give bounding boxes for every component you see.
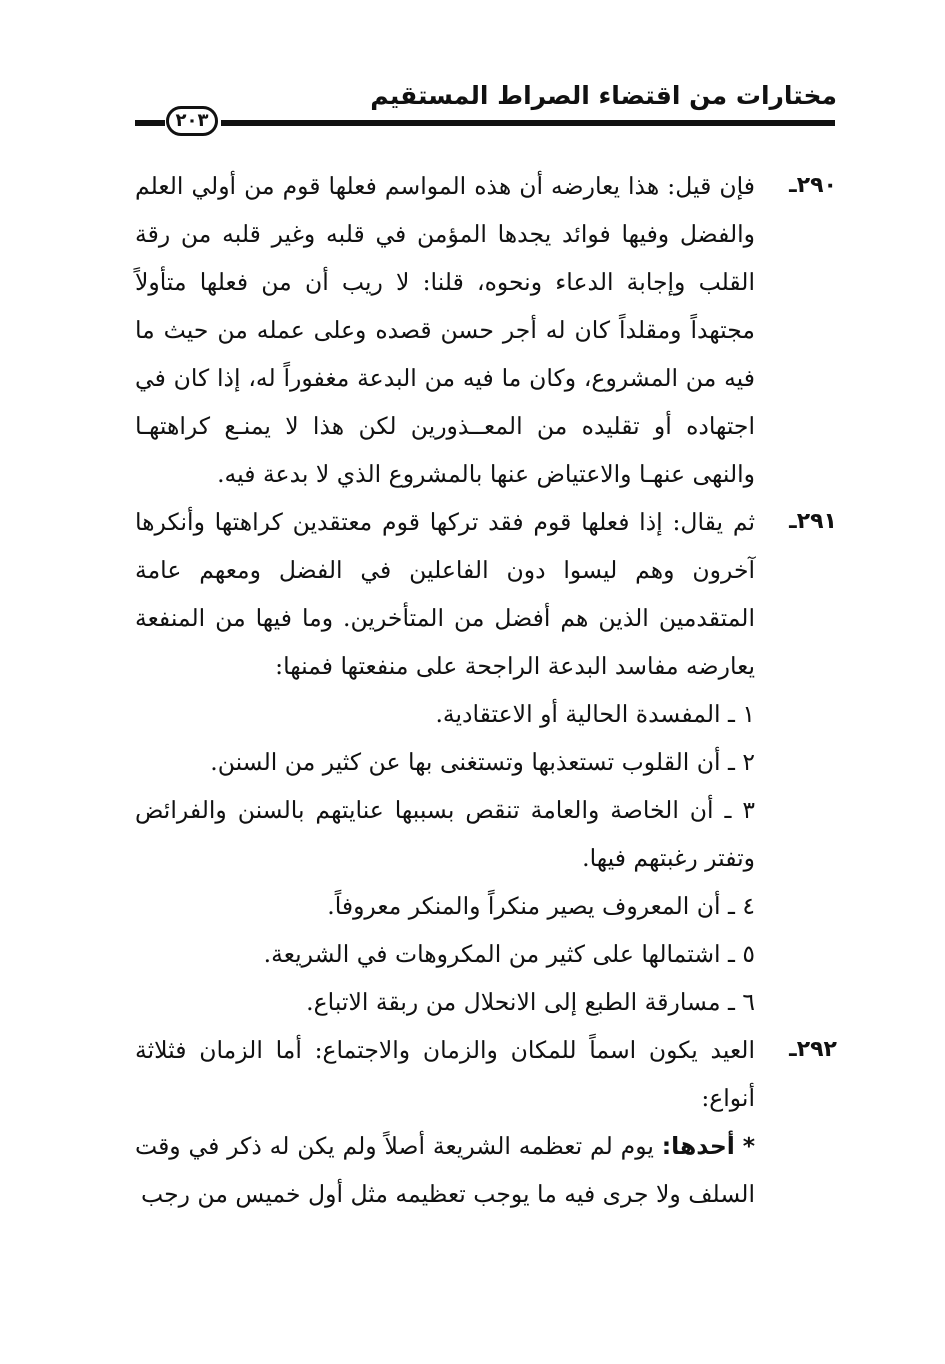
list-item-text: ـ المفسدة الحالية أو الاعتقادية. (435, 700, 735, 728)
paragraph-text: فإن قيل: هذا يعارضه أن هذه المواسم فعلها قوم من أولي العلم والفضل وفيها فوائد يجدها المؤمن في قلبه وغير قلبه من رقة القلب وإجابة الدعاء ونحوه، قلنا: لا ريب أن من فعلها متأولاً مجتهداً ومقلداً كان له أجر حسن قصده وعلى عمله من حيث ما فيه من المشروع، وكان ما فيه من البدعة مغفوراً له، إذا كان في اجتهاده أو تقليده من المعــذورين لكن هذا لا يمنـع كراهتهـا والنهى عنهـا والاعتياض عنها بالمشروع الذي لا بدعة فيه. (135, 172, 755, 488)
list-item (135, 786, 837, 882)
list-item-number: ٦ (742, 988, 755, 1016)
list-item-text: ـ أن القلوب تستعذبها وتستغنى بها عن كثير من السنن. (210, 748, 735, 776)
list-item (135, 738, 837, 786)
list-item-text: ـ أن الخاصة والعامة تنقص بسببها عنايتهم بالسنن والفرائض وتفتر رغبتهم فيها. (135, 796, 755, 872)
paragraph-number: ٢٩١ـ (789, 509, 837, 534)
list-item-text: ـ مسارقة الطبع إلى الانحلال من ربقة الاتباع. (306, 988, 735, 1016)
list-item (135, 690, 837, 738)
paragraph-text: العيد يكون اسماً للمكان والزمان والاجتماع: أما الزمان فثلاثة أنواع: (135, 1036, 755, 1112)
page-number: ٢٠٣ (166, 106, 218, 136)
page-body (135, 162, 837, 1218)
paragraph-number: ٢٩٢ـ (789, 1037, 837, 1062)
header-rule (221, 120, 835, 126)
sub-paragraph-lead: أحدها: (661, 1132, 735, 1160)
list-item (135, 882, 837, 930)
list-item (135, 978, 837, 1026)
header-rule-end (135, 120, 165, 126)
paragraph-text: ثم يقال: إذا فعلها قوم فقد تركها قوم معتقدين كراهتها وأنكرها آخرون وهم ليسوا دون الفاعلين في الفضل ومعهم عامة المتقدمين الذين هم أفضل من المتأخرين. وما فيها من المنفعة يعارضه مفاسد البدعة الراجحة على منفعتها فمنها: (135, 508, 755, 680)
list-item-text: ـ اشتمالها على كثير من المكروهات في الشريعة. (263, 940, 735, 968)
list-item-number: ٣ (742, 796, 755, 824)
sub-paragraph-text: يوم لم تعظمه الشريعة أصلاً ولم يكن له ذكر في وقت السلف ولا جرى فيه ما يوجب تعظيمه مثل أول خميس من رجب (135, 1132, 755, 1208)
paragraph-292 (135, 1026, 837, 1122)
list-item-number: ٢ (742, 748, 755, 776)
paragraph-number: ٢٩٠ـ (789, 173, 837, 198)
list-item-text: ـ أن المعروف يصير منكراً والمنكر معروفاً. (327, 892, 735, 920)
paragraph-290 (135, 162, 837, 498)
list-item-number: ١ (742, 700, 755, 728)
running-header-title: مختارات من اقتضاء الصراط المستقيم (370, 81, 837, 110)
list-item (135, 930, 837, 978)
paragraph-291 (135, 498, 837, 690)
list-item-number: ٥ (742, 940, 755, 968)
list-item-number: ٤ (742, 892, 755, 920)
star-marker: * (742, 1132, 755, 1160)
sub-paragraph (135, 1122, 837, 1218)
